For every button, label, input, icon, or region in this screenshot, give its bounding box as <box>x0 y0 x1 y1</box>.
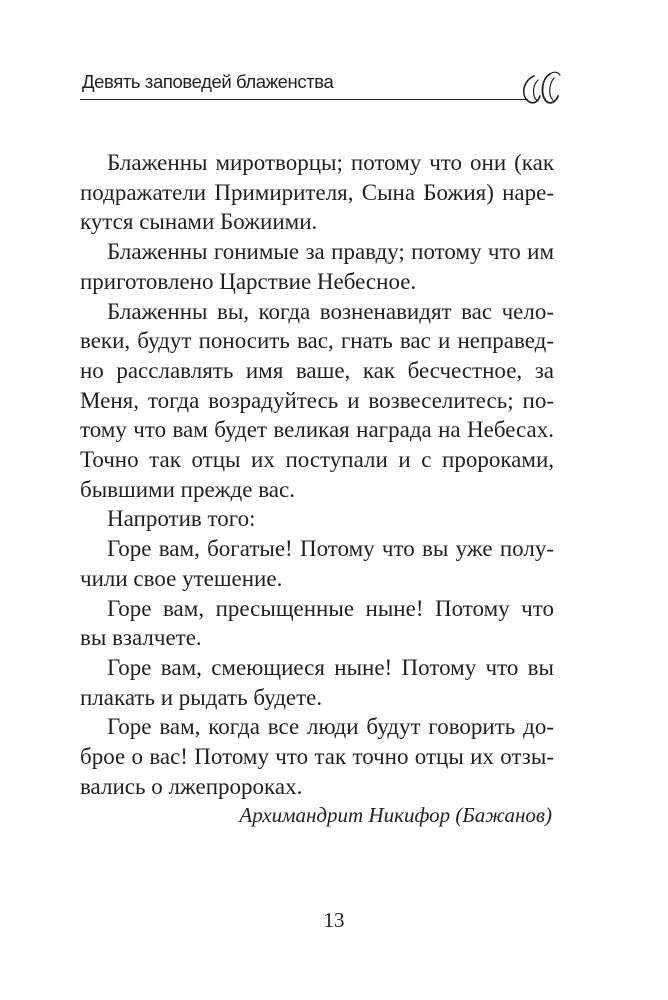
paragraph-woe-full: Горе вам, пресыщенные ныне! Потому что вы взалчете. <box>80 595 554 651</box>
flourish-ornament-icon <box>516 68 566 108</box>
paragraph-persecuted: Блаженны гонимые за правду; потому что им приготовлено Царствие Небесное. <box>80 239 554 294</box>
running-header <box>80 68 570 108</box>
paragraph-reviled: Блаженны вы, когда возненавидят вас человеки, будут поносить вас, гнать вас и неправедно расславлять имя ваше, как бесчестное, за Меня, тогда возрадуйтесь и возвеселитесь; потому что вам будет великая награда на Небесах. Точно так отцы их поступали и с пророками, бывшими прежде вас. <box>80 298 554 502</box>
paragraph-on-the-contrary: Напротив того: <box>107 506 256 532</box>
paragraph-woe-praised: Горе вам, когда все люди будут говорить доброе о вас! Потому что так точно отцы их отзывались о лжепророках. <box>80 714 554 799</box>
paragraph-woe-laugh: Горе вам, смеющиеся ныне! Потому что вы плакать и рыдать будете. <box>80 654 554 710</box>
main-text <box>80 148 554 831</box>
paragraph-woe-rich: Горе вам, богатые! Потому что вы уже получили свое утешение. <box>80 536 554 591</box>
attribution: Архимандрит Никифор (Бажанов) <box>239 803 552 828</box>
paragraph-peacemakers: Блаженны миротворцы; потому что они (как подражатели Примирителя, Сына Божия) нарекутся сынами Божиими. <box>80 150 554 235</box>
header-rule <box>80 99 528 100</box>
page-number: 13 <box>323 908 345 932</box>
running-title: Девять заповедей блаженства <box>82 71 334 92</box>
